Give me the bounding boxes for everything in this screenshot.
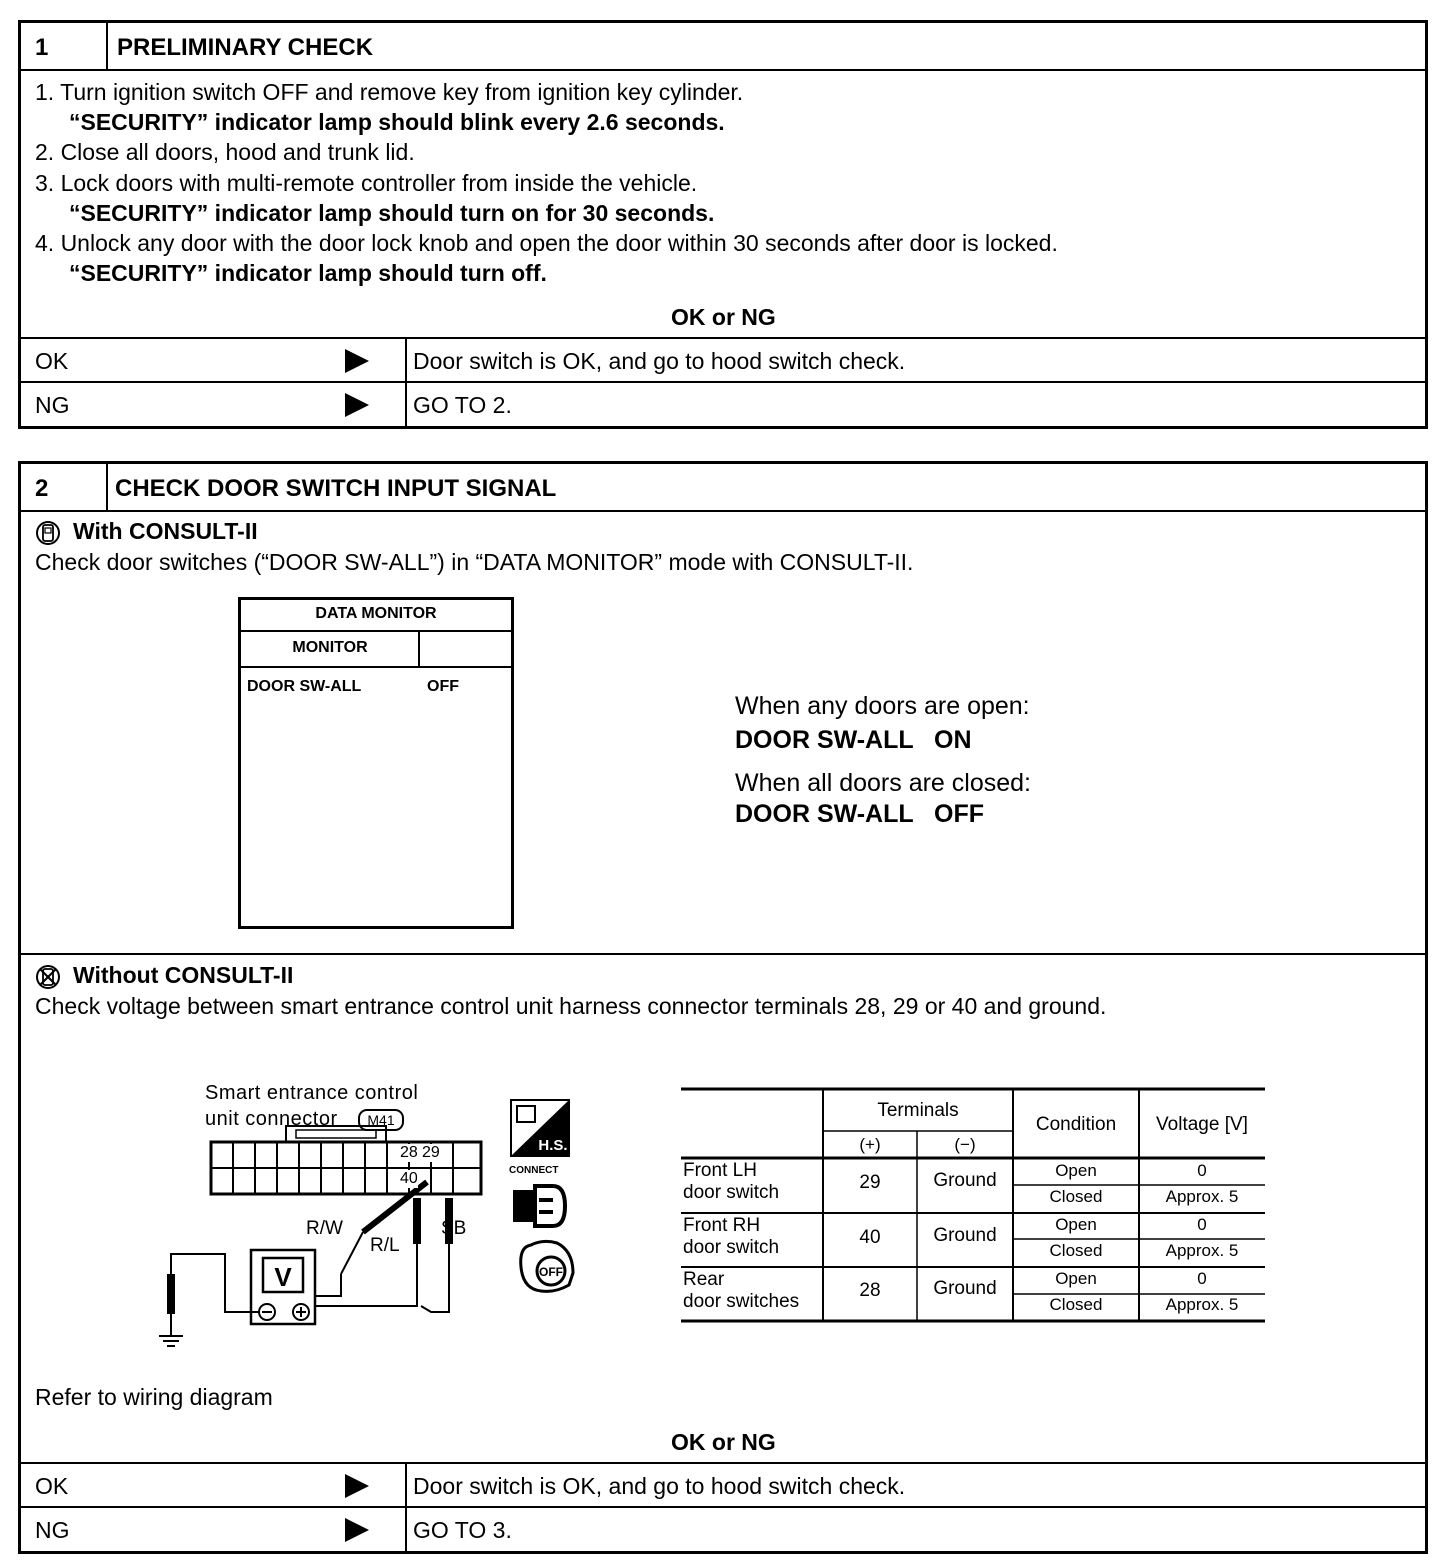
closed-value: DOOR SW-ALL OFF xyxy=(735,800,985,828)
ok-result: Door switch is OK, and go to hood switch check. xyxy=(413,348,906,374)
instruction-line: 2. Close all doors, hood and trunk lid. xyxy=(35,139,415,165)
arrow-icon xyxy=(345,1474,369,1498)
table-row-name: door switches xyxy=(683,1291,800,1312)
table-cell-voltage: 0 xyxy=(1197,1161,1207,1180)
connect-label: CONNECT xyxy=(509,1165,559,1176)
monitor-item: DOOR SW-ALL xyxy=(247,678,362,695)
monitor-rule xyxy=(241,630,511,632)
result-divider xyxy=(405,1462,407,1554)
data-monitor-title: DATA MONITOR xyxy=(315,605,437,622)
table-cell-minus: Ground xyxy=(933,1225,997,1246)
consult-tool-icon xyxy=(35,520,61,546)
open-condition: When any doors are open: xyxy=(735,692,1030,720)
table-row-name: Front LH xyxy=(683,1160,757,1181)
ng-label: NG xyxy=(35,392,70,418)
refer-wiring-text: Refer to wiring diagram xyxy=(35,1384,273,1410)
table-cell-voltage: 0 xyxy=(1197,1269,1207,1288)
open-value: DOOR SW-ALL ON xyxy=(735,726,972,754)
ng-label: NG xyxy=(35,1517,70,1543)
step-2-box xyxy=(18,461,1428,1554)
ignition-off-icon xyxy=(515,1237,579,1299)
header-divider xyxy=(106,23,108,69)
off-label: OFF xyxy=(539,1265,563,1279)
table-header-plus: (+) xyxy=(859,1135,881,1154)
instruction-line: 3. Lock doors with multi-remote controller from inside the vehicle. xyxy=(35,170,698,196)
meter-label: V xyxy=(274,1262,292,1292)
table-cell-voltage: Approx. 5 xyxy=(1165,1295,1239,1314)
result-rule xyxy=(21,1462,1425,1464)
result-rule xyxy=(21,381,1425,383)
monitor-divider xyxy=(418,630,420,666)
wire-rl-label: R/L xyxy=(370,1235,400,1256)
ok-or-ng-heading: OK or NG xyxy=(671,1429,776,1455)
table-row-name: door switch xyxy=(683,1237,780,1258)
pin-29-label: 29 xyxy=(422,1144,440,1161)
table-cell-plus: 28 xyxy=(859,1280,881,1301)
table-cell-voltage: 0 xyxy=(1197,1215,1207,1234)
table-row-name: Front RH xyxy=(683,1215,761,1236)
ok-result: Door switch is OK, and go to hood switch check. xyxy=(413,1473,906,1499)
table-cell-condition: Closed xyxy=(1049,1241,1103,1260)
hs-label: H.S. xyxy=(538,1137,568,1154)
no-consult-icon xyxy=(35,964,61,990)
arrow-icon xyxy=(345,1518,369,1542)
table-cell-condition: Open xyxy=(1055,1269,1097,1288)
table-cell-condition: Closed xyxy=(1049,1295,1103,1314)
instruction-line: 1. Turn ignition switch OFF and remove key from ignition key cylinder. xyxy=(35,79,744,105)
header-rule xyxy=(21,510,1425,512)
wire-rw-label: R/W xyxy=(306,1218,343,1239)
table-header-voltage: Voltage [V] xyxy=(1156,1114,1248,1135)
with-consult-text: Check door switches (“DOOR SW-ALL”) in “DATA MONITOR” mode with CONSULT-II. xyxy=(35,549,914,575)
table-header-condition: Condition xyxy=(1035,1114,1117,1135)
connector-label: unit connector xyxy=(205,1108,338,1130)
closed-condition: When all doors are closed: xyxy=(735,769,1031,797)
arrow-icon xyxy=(345,349,369,373)
expected-result: “SECURITY” indicator lamp should turn off. xyxy=(69,260,547,286)
header-divider xyxy=(106,464,108,510)
table-cell-plus: 40 xyxy=(859,1227,881,1248)
monitor-rule xyxy=(241,666,511,668)
without-consult-heading: Without CONSULT-II xyxy=(73,962,294,988)
table-cell-voltage: Approx. 5 xyxy=(1165,1241,1239,1260)
result-rule xyxy=(21,1506,1425,1508)
arrow-icon xyxy=(345,393,369,417)
table-row-name: door switch xyxy=(683,1182,780,1203)
with-consult-heading: With CONSULT-II xyxy=(73,518,258,544)
wire-sb-label: SB xyxy=(441,1218,467,1239)
ok-label: OK xyxy=(35,1473,69,1499)
ng-result: GO TO 2. xyxy=(413,392,512,418)
ng-result: GO TO 3. xyxy=(413,1517,512,1543)
ok-or-ng-heading: OK or NG xyxy=(671,304,776,330)
table-header-minus: (−) xyxy=(954,1135,976,1154)
step-number: 2 xyxy=(35,475,49,502)
ok-label: OK xyxy=(35,348,69,374)
expected-result: “SECURITY” indicator lamp should blink every 2.6 seconds. xyxy=(69,109,725,135)
harness-service-icon xyxy=(509,1098,571,1158)
table-cell-condition: Open xyxy=(1055,1215,1097,1234)
monitor-value: OFF xyxy=(427,678,459,695)
table-cell-minus: Ground xyxy=(933,1170,997,1191)
connector-id-badge: M41 xyxy=(358,1109,404,1131)
expected-result: “SECURITY” indicator lamp should turn on for 30 seconds. xyxy=(69,200,715,226)
table-cell-condition: Closed xyxy=(1049,1187,1103,1206)
connector-label: Smart entrance control xyxy=(205,1082,419,1104)
monitor-column-label: MONITOR xyxy=(292,639,368,656)
table-cell-condition: Open xyxy=(1055,1161,1097,1180)
table-cell-minus: Ground xyxy=(933,1278,997,1299)
step-1-box xyxy=(18,20,1428,429)
table-cell-voltage: Approx. 5 xyxy=(1165,1187,1239,1206)
step-title: PRELIMINARY CHECK xyxy=(117,34,374,61)
header-rule xyxy=(21,69,1425,71)
table-cell-plus: 29 xyxy=(859,1172,881,1193)
without-consult-text: Check voltage between smart entrance control unit harness connector terminals 28, 29 or 40 and ground. xyxy=(35,993,1107,1019)
pin-28-label: 28 xyxy=(400,1144,418,1161)
pin-40-label: 40 xyxy=(400,1170,418,1187)
data-monitor-screen xyxy=(238,597,514,929)
table-row-name: Rear xyxy=(683,1269,725,1290)
connect-icon xyxy=(509,1178,573,1234)
step-number: 1 xyxy=(35,34,49,61)
instruction-line: 4. Unlock any door with the door lock knob and open the door within 30 seconds after door is locked. xyxy=(35,230,1058,256)
step-title: CHECK DOOR SWITCH INPUT SIGNAL xyxy=(115,475,557,502)
result-rule xyxy=(21,337,1425,339)
section-rule xyxy=(21,953,1425,955)
table-header-terminals: Terminals xyxy=(877,1100,959,1121)
